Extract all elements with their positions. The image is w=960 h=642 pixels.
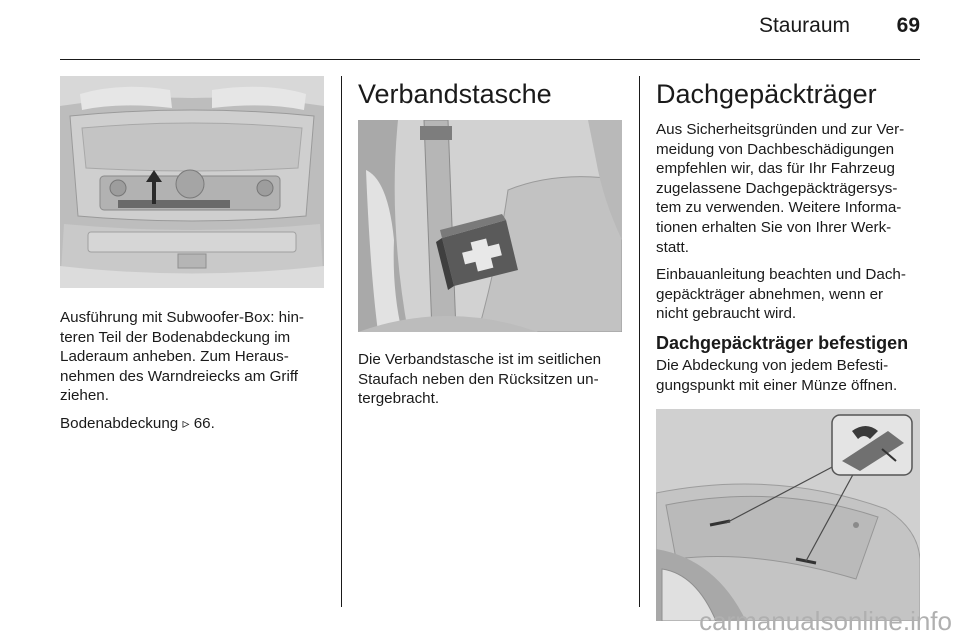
reference-label: Bodenabdeckung <box>60 414 179 432</box>
caption-line: Staufach neben den Rücksitzen un- <box>358 370 599 388</box>
page-number: 69 <box>896 14 920 37</box>
first-aid-kit-illustration <box>358 120 622 332</box>
column-cargo-floor <box>60 76 326 434</box>
text-line: meidung von Dachbeschädigungen <box>656 140 895 158</box>
page-section-title: Stauraum <box>758 14 850 37</box>
text-line: Aus Sicherheitsgründen und zur Ver- <box>656 121 905 138</box>
text-line: zugelassene Dachgepäckträgersys- <box>656 179 898 197</box>
page-reference-icon: ▹ <box>182 414 190 431</box>
column-roof-rack <box>656 76 922 621</box>
section-heading-roof-rack: Dachgepäckträger <box>656 79 877 109</box>
text-line: gepäckträger abnehmen, wenn er <box>656 285 884 303</box>
caption-line: ziehen. <box>60 387 109 405</box>
caption-line: nehmen des Warndreiecks am Griff <box>60 367 299 385</box>
caption-line: Laderaum anheben. Zum Heraus- <box>60 348 289 366</box>
column-first-aid <box>358 76 624 409</box>
text-line: tem zu verwenden. Weitere Informa- <box>656 199 902 217</box>
caption-line: teren Teil der Bodenabdeckung im <box>60 328 291 346</box>
subheading-mount-roof-rack: Dachgepäckträger befestigen <box>656 332 909 353</box>
caption-line: Ausführung mit Subwoofer-Box: hin- <box>60 309 304 326</box>
text-line: gungspunkt mit einer Münze öffnen. <box>656 376 898 394</box>
column-divider-1 <box>341 76 342 607</box>
roof-rack-instructions <box>656 265 922 324</box>
header-divider <box>60 59 920 60</box>
first-aid-caption <box>358 350 624 409</box>
caption-line: Die Verbandstasche ist im seitlichen <box>358 351 602 368</box>
roof-mount-illustration <box>656 409 920 621</box>
text-line: Die Abdeckung von jedem Befesti- <box>656 356 889 374</box>
roof-rack-intro <box>656 120 922 257</box>
text-line: empfehlen wir, das für Ihr Fahrzeug <box>656 160 895 178</box>
cargo-floor-illustration <box>60 76 324 288</box>
text-line: Einbauanleitung beachten und Dach- <box>656 266 906 284</box>
mounting-instructions <box>656 356 922 395</box>
cross-reference <box>60 414 326 434</box>
column-divider-2 <box>639 76 640 607</box>
watermark: carmanualsonline.info <box>699 606 952 636</box>
text-line: nicht gebraucht wird. <box>656 305 797 323</box>
text-line: statt. <box>656 238 689 256</box>
caption-line: tergebracht. <box>358 390 440 408</box>
text-line: tionen erhalten Sie von Ihrer Werk- <box>656 218 892 236</box>
reference-page: 66. <box>193 414 215 432</box>
section-heading-first-aid: Verbandstasche <box>358 79 552 109</box>
cargo-caption <box>60 308 326 406</box>
